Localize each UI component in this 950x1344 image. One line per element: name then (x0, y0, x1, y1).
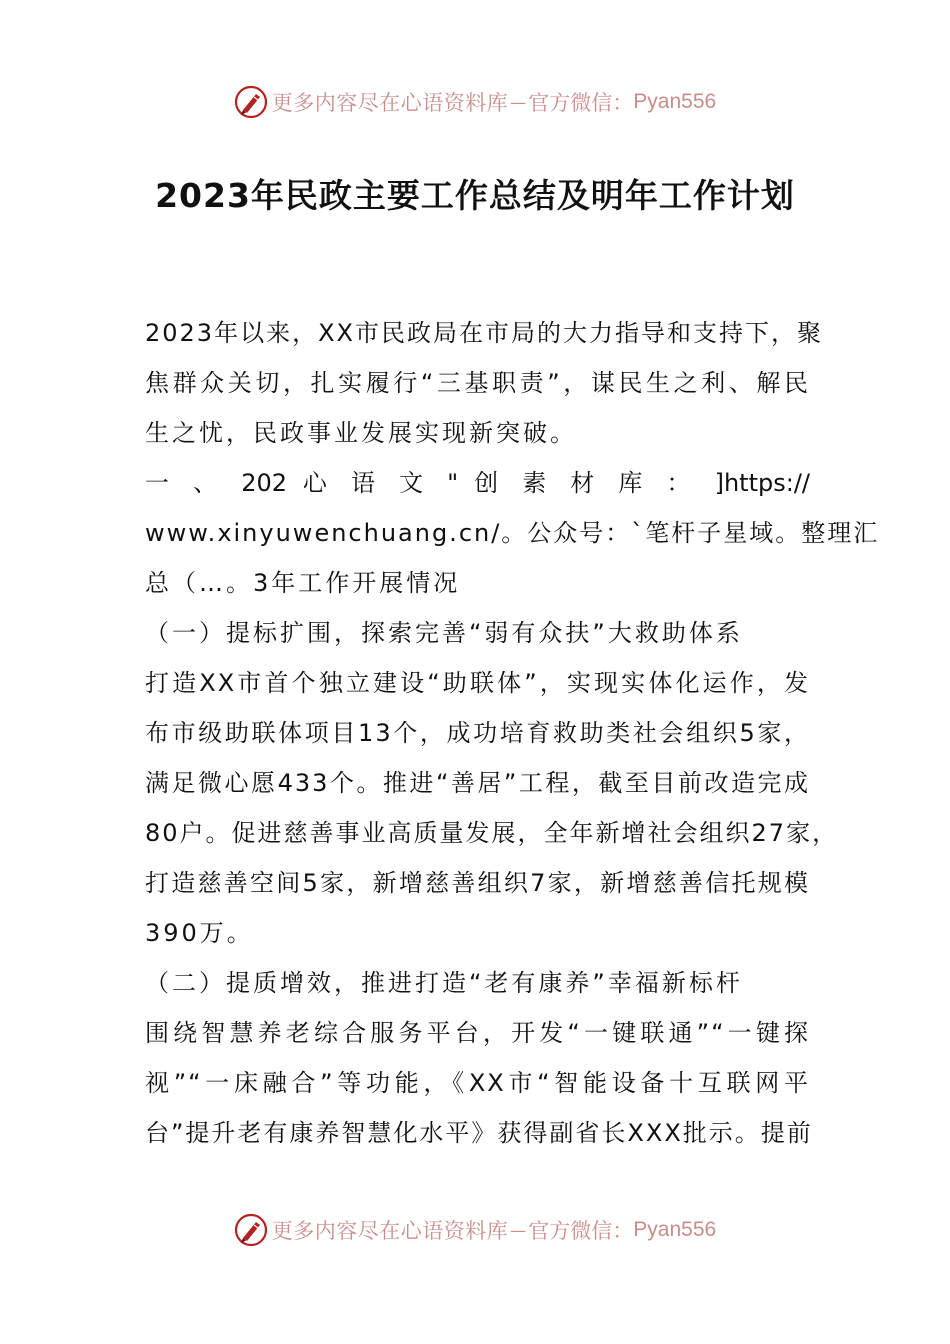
body-line: 打造慈善空间5家，新增慈善组织7家，新增慈善信托规模 (145, 869, 810, 897)
pen-logo-icon (234, 85, 268, 119)
section-heading: （一）提标扩围，探索完善“弱有众扶”大救助体系 (145, 619, 743, 647)
body-line: 390万。 (145, 919, 254, 947)
body-line: 总（…。3年工作开展情况 (145, 569, 461, 597)
body-line: www.xinyuwenchuang.cn/。公众号：`笔杆子星域。整理汇 (145, 519, 880, 547)
body-line: 打造XX市首个独立建设“助联体”，实现实体化运作，发 (145, 669, 810, 697)
body-line: 布市级助联体项目13个，成功培育救助类社会组织5家， (145, 719, 810, 747)
body-line: 2023年以来，XX市民政局在市局的大力指导和支持下，聚 (145, 319, 823, 347)
body-line: 围绕智慧养老综合服务平台，开发“一键联通”“一键探 (145, 1019, 810, 1047)
header-wechat-label: 官方微信： (528, 91, 634, 115)
body-line: 80户。促进慈善事业高质量发展，全年新增社会组织27家， (145, 819, 839, 847)
body-line: 焦群众关切，扎实履行“三基职责”，谋民生之利、解民 (145, 369, 810, 397)
body-line: 一 、 202 心 语 文 " 创 素 材 库 ： ]https:// (145, 469, 810, 497)
header-banner-separator: — (510, 92, 527, 112)
pen-logo-icon (234, 1213, 268, 1247)
section-heading: （二）提质增效，推进打造“老有康养”幸福新标杆 (145, 969, 743, 997)
header-banner-text: 更多内容尽在心语资料库 (271, 91, 509, 115)
body-line: 视”“一床融合”等功能，《XX市“智能设备十互联网平 (145, 1069, 810, 1097)
body-line: 生之忧，民政事业发展实现新突破。 (145, 419, 577, 447)
body-line: 满足微心愿433个。推进“善居”工程，截至目前改造完成 (145, 769, 810, 797)
document-body (145, 314, 880, 1164)
document-title: 2023年民政主要工作总结及明年工作计划 (155, 176, 795, 215)
header-banner (0, 80, 950, 124)
footer-banner (0, 1208, 950, 1252)
footer-wechat-label: 官方微信： (528, 1219, 634, 1243)
body-line: 台”提升老有康养智慧化水平》获得副省长XXX批示。提前 (145, 1119, 813, 1147)
footer-wechat-id: Pyan556 (633, 1218, 717, 1241)
footer-banner-separator: — (510, 1220, 527, 1240)
header-wechat-id: Pyan556 (633, 90, 717, 113)
footer-banner-text: 更多内容尽在心语资料库 (271, 1219, 509, 1243)
